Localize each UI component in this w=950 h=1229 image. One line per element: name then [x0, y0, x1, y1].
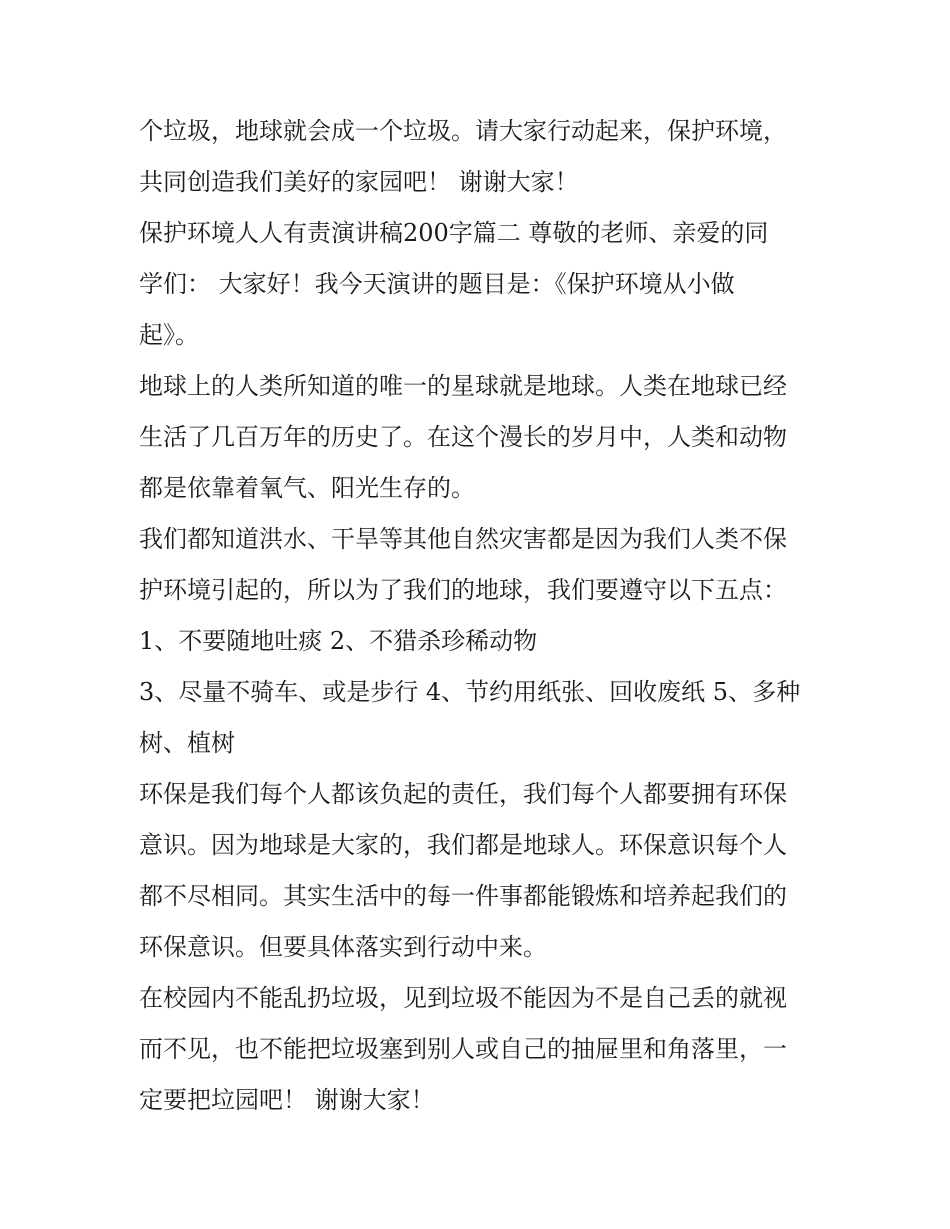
text-line: 在校园内不能乱扔垃圾，见到垃圾不能因为不是自己丢的就视 [139, 984, 787, 1012]
text-line: 意识。因为地球是大家的，我们都是地球人。环保意识每个人 [139, 831, 787, 859]
text-line: 而不见，也不能把垃圾塞到别人或自己的抽屉里和角落里，一 [139, 1035, 787, 1063]
text-line: 生活了几百万年的历史了。在这个漫长的岁月中，人类和动物 [139, 423, 787, 451]
text-line: 保护环境人人有责演讲稿200字篇二 尊敬的老师、亲爱的同 [139, 219, 769, 247]
text-line: 树、植树 [139, 729, 235, 757]
text-line: 护环境引起的，所以为了我们的地球，我们要遵守以下五点： [139, 576, 787, 604]
text-line: 环保是我们每个人都该负起的责任，我们每个人都要拥有环保 [139, 780, 787, 808]
text-line: 共同创造我们美好的家园吧！ 谢谢大家！ [139, 168, 579, 196]
text-line: 都不尽相同。其实生活中的每一件事都能锻炼和培养起我们的 [139, 882, 787, 910]
text-line: 起》。 [139, 321, 199, 349]
text-line: 学们： 大家好！我今天演讲的题目是：《保护环境从小做 [139, 270, 735, 298]
text-line: 1、不要随地吐痰 2、不猎杀珍稀动物 [139, 627, 538, 655]
document-body [139, 106, 819, 1126]
text-line: 3、尽量不骑车、或是步行 4、节约用纸张、回收废纸 5、多种 [139, 678, 801, 706]
text-line: 地球上的人类所知道的唯一的星球就是地球。人类在地球已经 [139, 372, 787, 400]
text-line: 环保意识。但要具体落实到行动中来。 [139, 933, 547, 961]
text-line: 个垃圾，地球就会成一个垃圾。请大家行动起来，保护环境， [139, 117, 787, 145]
text-line: 都是依靠着氧气、阳光生存的。 [139, 474, 475, 502]
text-line: 定要把垃园吧！ 谢谢大家！ [139, 1086, 435, 1114]
text-line: 我们都知道洪水、干旱等其他自然灾害都是因为我们人类不保 [139, 525, 787, 553]
